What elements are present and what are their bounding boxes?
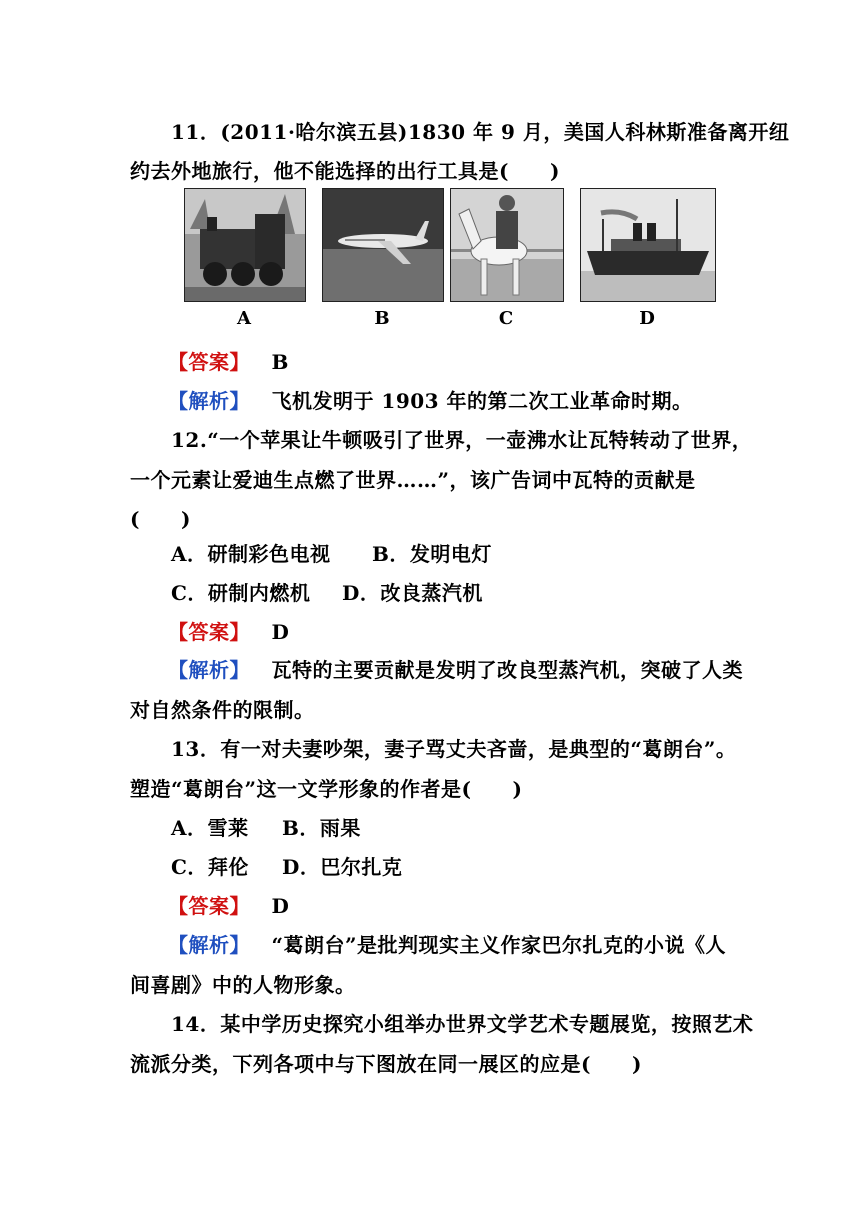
q13-answer — [168, 892, 289, 920]
q14-line2: 流派分类，下列各项中与下图放在同一展区的应是( ) — [130, 1052, 642, 1076]
steamship-photo — [580, 188, 716, 302]
analysis-tag: 【解析】 — [168, 658, 250, 682]
analysis-tag: 【解析】 — [168, 389, 250, 413]
option-label-b: B — [374, 308, 390, 329]
answer-tag: 【答案】 — [168, 350, 250, 374]
q12-line1: 12.“一个苹果让牛顿吸引了世界，一壶沸水让瓦特转动了世界， — [171, 428, 753, 452]
option-label-a: A — [237, 308, 251, 329]
q12-option-a: A．研制彩色电视 — [171, 542, 331, 566]
horse-rider-photo — [450, 188, 564, 302]
answer-value: D — [271, 620, 290, 644]
q11-answer — [168, 348, 289, 376]
q11-photo-options — [184, 188, 724, 338]
answer-tag: 【答案】 — [168, 620, 250, 644]
q13-option-c: C．拜伦 — [171, 855, 249, 879]
analysis-text: 瓦特的主要贡献是发明了改良型蒸汽机，突破了人类 — [271, 658, 743, 682]
q11-analysis — [168, 387, 693, 415]
q12-analysis-line1 — [168, 656, 743, 684]
airplane-photo — [322, 188, 444, 302]
q12-analysis-line2: 对自然条件的限制。 — [130, 698, 315, 722]
q13-line2: 塑造“葛朗台”这一文学形象的作者是( ) — [130, 777, 523, 801]
analysis-text: 飞机发明于 1903 年的第二次工业革命时期。 — [271, 389, 693, 413]
q12-option-c: C．研制内燃机 — [171, 581, 311, 605]
q12-line3: ( ) — [130, 507, 191, 531]
q13-option-a: A．雪莱 — [171, 816, 249, 840]
option-label-d: D — [639, 308, 655, 329]
analysis-tag: 【解析】 — [168, 933, 250, 957]
q12-option-d: D．改良蒸汽机 — [342, 581, 483, 605]
answer-value: D — [271, 894, 290, 918]
q12-line2: 一个元素让爱迪生点燃了世界……”，该广告词中瓦特的贡献是 — [130, 468, 696, 492]
q14-line1: 14．某中学历史探究小组举办世界文学艺术专题展览，按照艺术 — [171, 1012, 754, 1036]
q11-line1: 11．(2011·哈尔滨五县)1830 年 9 月，美国人科林斯准备离开纽 — [171, 120, 790, 144]
answer-tag: 【答案】 — [168, 894, 250, 918]
q13-analysis-line2: 间喜剧》中的人物形象。 — [130, 973, 356, 997]
option-label-c: C — [498, 308, 514, 329]
q13-line1: 13．有一对夫妻吵架，妻子骂丈夫吝啬，是典型的“葛朗台”。 — [171, 737, 737, 761]
analysis-text: “葛朗台”是批判现实主义作家巴尔扎克的小说《人 — [271, 933, 726, 957]
q12-answer — [168, 618, 289, 646]
steam-locomotive-photo — [184, 188, 306, 302]
q13-option-d: D．巴尔扎克 — [282, 855, 403, 879]
q13-analysis-line1 — [168, 931, 726, 959]
q13-option-b: B．雨果 — [282, 816, 361, 840]
q12-option-b: B．发明电灯 — [372, 542, 492, 566]
answer-value: B — [271, 350, 289, 374]
q11-line2: 约去外地旅行，他不能选择的出行工具是( ) — [130, 159, 560, 183]
